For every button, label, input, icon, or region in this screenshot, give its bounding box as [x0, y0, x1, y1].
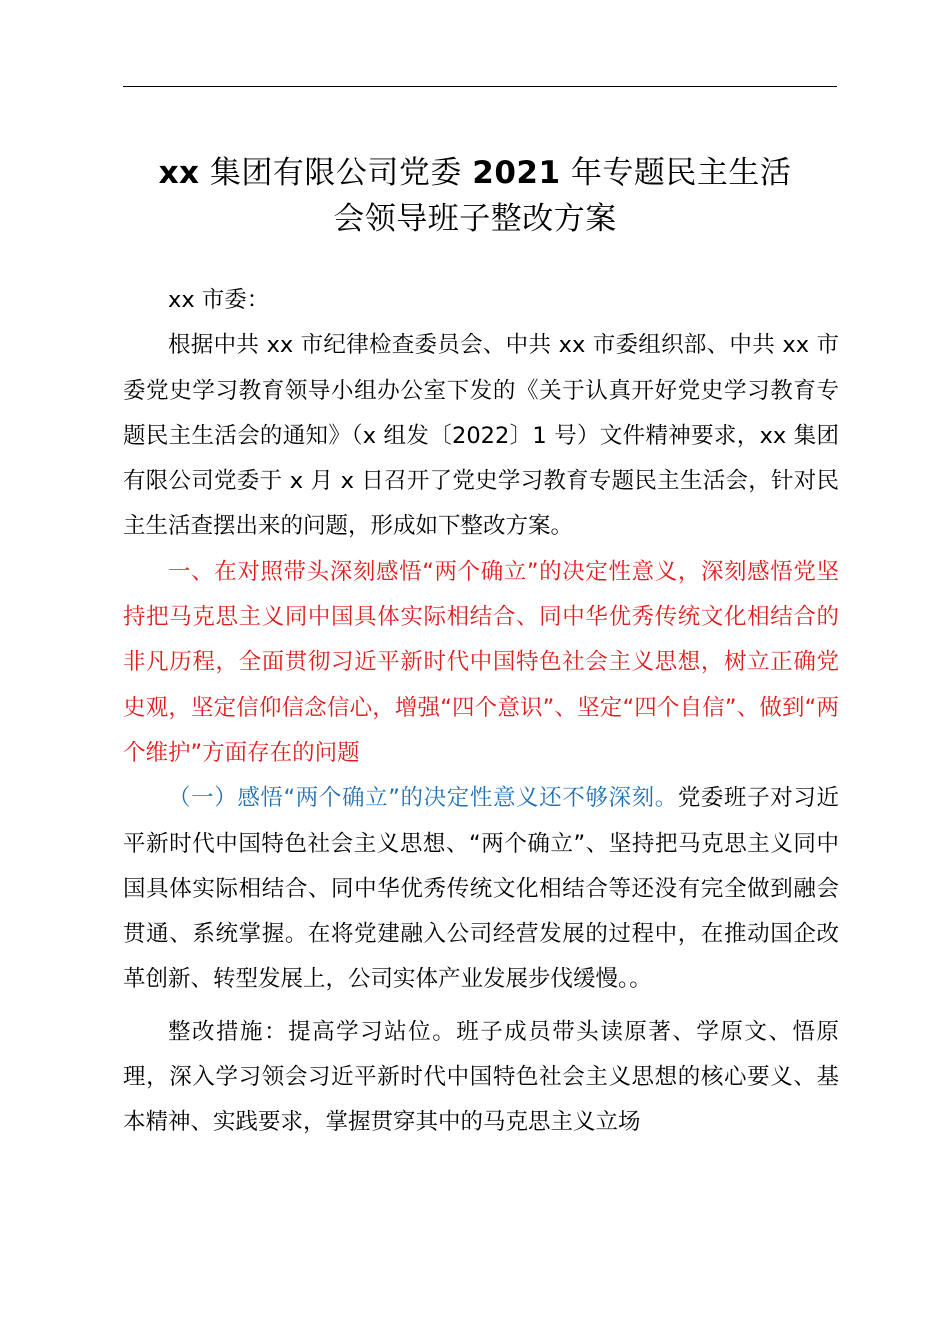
subsection-1-paragraph: [123, 776, 839, 1002]
document-body: [123, 278, 839, 1146]
header-rule: [123, 86, 837, 87]
title-line2: 会领导班子整改方案: [333, 201, 617, 237]
title-year: 2021: [472, 155, 561, 191]
salutation: xx 市委：: [168, 287, 270, 313]
measures-paragraph: 整改措施：提高学习站位。班子成员带头读原著、学原文、悟原理，深入学习领会习近平新时代中国特色社会主义思想的核心要义、基本精神、实践要求，掌握贯穿其中的马克思主义立场: [123, 1018, 839, 1136]
intro-paragraph: 根据中共 xx 市纪律检查委员会、中共 xx 市委组织部、中共 xx 市委党史学习教育领导小组办公室下发的《关于认真开好党史学习教育专题民主生活会的通知》（x 组发〔2022〕1 号）文件精神要求，xx 集团有限公司党委于 x 月 x 日召开了党史学习教育专题民主生活会，针对民主生活查摆出来的问题，形成如下整改方案。: [123, 332, 839, 540]
document-title: [100, 150, 850, 242]
title-suffix: 年专题民主生活: [560, 155, 792, 191]
title-mid: 集团有限公司党委: [199, 155, 473, 191]
subsection-1-heading: （一）感悟“两个确立”的决定性意义还不够深刻。: [168, 785, 678, 812]
subsection-1-body: 党委班子对习近平新时代中国特色社会主义思想、“两个确立”、坚持把马克思主义同中国具体实际相结合、同中华优秀传统文化相结合等还没有完全做到融会贯通、系统掌握。在将党建融入公司经营发展的过程中，在推动国企改革创新、转型发展上，公司实体产业发展步伐缓慢。。: [123, 785, 839, 993]
title-prefix: xx: [158, 155, 200, 191]
section-1-heading: 一、在对照带头深刻感悟“两个确立”的决定性意义，深刻感悟党坚持把马克思主义同中国具体实际相结合、同中华优秀传统文化相结合的非凡历程，全面贯彻习近平新时代中国特色社会主义思想，树立正确党史观，坚定信仰信念信心，增强“四个意识”、坚定“四个自信”、做到“两个维护”方面存在的问题: [123, 558, 839, 766]
